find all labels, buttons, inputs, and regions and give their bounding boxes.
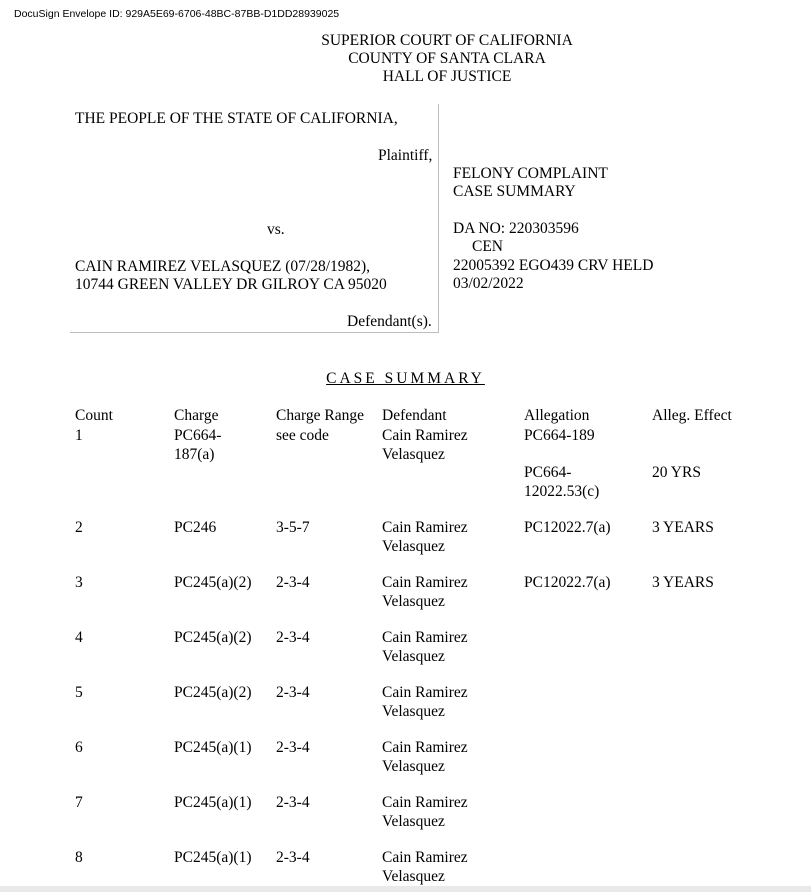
- charge-cell: [174, 518, 216, 537]
- page-bottom-edge: [0, 886, 811, 892]
- defendant-name: CAIN RAMIREZ VELASQUEZ (07/28/1982),: [75, 258, 371, 275]
- defendant-cell: [382, 848, 468, 886]
- defendant-cell-line: Cain Ramirez: [382, 519, 468, 536]
- defendant-cell-line: Velasquez: [382, 593, 445, 610]
- allegation-cell-line: PC12022.7(a): [524, 574, 611, 591]
- charge-cell-line: PC245(a)(1): [174, 849, 252, 866]
- defendant-cell-line: Cain Ramirez: [382, 794, 468, 811]
- count-cell: 7: [75, 794, 83, 811]
- charge-range-cell: 2-3-4: [276, 684, 310, 701]
- count-cell: 3: [75, 574, 83, 591]
- charge-cell: [174, 793, 252, 812]
- court-heading: [0, 32, 811, 86]
- charge-range-cell: 3-5-7: [276, 519, 310, 536]
- charge-cell: [174, 683, 252, 702]
- col-header-allegation: Allegation: [524, 407, 590, 424]
- defendant-cell-line: Velasquez: [382, 868, 445, 885]
- complaint-date: 03/02/2022: [453, 275, 524, 292]
- plaintiff-party: THE PEOPLE OF THE STATE OF CALIFORNIA,: [75, 110, 398, 127]
- count-cell: 5: [75, 684, 83, 701]
- defendant-cell-line: Cain Ramirez: [382, 739, 468, 756]
- charge-cell-line: PC245(a)(1): [174, 739, 252, 756]
- defendant-cell-line: Cain Ramirez: [382, 684, 468, 701]
- defendant-cell-line: Cain Ramirez: [382, 849, 468, 866]
- allegation-cell-line: PC12022.7(a): [524, 519, 611, 536]
- court-hall: HALL OF JUSTICE: [382, 68, 512, 85]
- count-cell: 8: [75, 849, 83, 866]
- case-summary-title: CASE SUMMARY: [326, 370, 485, 387]
- defendant-cell-line: Cain Ramirez: [382, 574, 468, 591]
- charge-cell: [174, 426, 221, 464]
- col-header-defendant: Defendant: [382, 407, 447, 424]
- alleg-effect-cell: 3 YEARS: [652, 574, 714, 591]
- charge-cell: [174, 628, 252, 647]
- defendant-address: 10744 GREEN VALLEY DR GILROY CA 95020: [75, 276, 387, 293]
- alleg-effect-cell: 20 YRS: [652, 464, 701, 481]
- allegation-cell: [524, 426, 595, 445]
- defendants-label: Defendant(s).: [347, 313, 432, 330]
- defendant-cell: [382, 518, 468, 556]
- defendant-cell-line: Velasquez: [382, 703, 445, 720]
- charge-cell-line: PC246: [174, 519, 217, 536]
- col-header-charge: Charge: [174, 407, 219, 424]
- defendant-cell-line: Cain Ramirez: [382, 427, 468, 444]
- charge-cell: [174, 573, 252, 592]
- defendant-cell: [382, 573, 468, 611]
- charge-range-cell: 2-3-4: [276, 629, 310, 646]
- defendant-cell-line: Cain Ramirez: [382, 629, 468, 646]
- complaint-subtitle: CASE SUMMARY: [453, 183, 576, 200]
- col-header-charge-range: Charge Range: [276, 407, 364, 424]
- charge-range-cell: 2-3-4: [276, 739, 310, 756]
- col-header-count: Count: [75, 407, 113, 424]
- defendant-cell: [382, 426, 468, 464]
- defendant-cell: [382, 738, 468, 776]
- court-name: SUPERIOR COURT OF CALIFORNIA: [321, 32, 573, 49]
- charge-cell: [174, 738, 252, 757]
- defendant-cell-line: Velasquez: [382, 813, 445, 830]
- defendant-cell-line: Velasquez: [382, 758, 445, 775]
- defendant-cell-line: Velasquez: [382, 648, 445, 665]
- defendant-cell: [382, 793, 468, 831]
- allegation-cell-line: PC664-: [524, 464, 572, 481]
- count-cell: 1: [75, 427, 83, 444]
- allegation-cell-line: 12022.53(c): [524, 483, 600, 500]
- versus-label: vs.: [267, 221, 285, 238]
- charge-range-cell: see code: [276, 427, 329, 444]
- charge-cell: [174, 848, 252, 867]
- da-number: DA NO: 220303596: [453, 220, 579, 237]
- complaint-title: FELONY COMPLAINT: [453, 165, 608, 182]
- allegation-cell: [524, 518, 611, 537]
- plaintiff-label: Plaintiff,: [378, 147, 433, 164]
- alleg-effect-cell: 3 YEARS: [652, 519, 714, 536]
- count-cell: 2: [75, 519, 83, 536]
- charge-range-cell: 2-3-4: [276, 574, 310, 591]
- defendant-cell-line: Velasquez: [382, 538, 445, 555]
- charge-cell-line: PC245(a)(2): [174, 574, 252, 591]
- docusign-envelope-id: DocuSign Envelope ID: 929A5E69-6706-48BC-87BB-D1DD28939025: [14, 8, 340, 20]
- charge-range-cell: 2-3-4: [276, 794, 310, 811]
- defendant-cell-line: Velasquez: [382, 446, 445, 463]
- allegation-cell: [524, 463, 599, 501]
- count-cell: 6: [75, 739, 83, 756]
- allegation-cell-line: PC664-189: [524, 427, 595, 444]
- defendant-cell: [382, 683, 468, 721]
- charge-range-cell: 2-3-4: [276, 849, 310, 866]
- count-cell: 4: [75, 629, 83, 646]
- charge-cell-line: PC245(a)(1): [174, 794, 252, 811]
- charge-cell-line: PC245(a)(2): [174, 629, 252, 646]
- cen-label: CEN: [472, 238, 503, 255]
- defendant-cell: [382, 628, 468, 666]
- charge-cell-line: PC664-: [174, 427, 222, 444]
- booking-info: 22005392 EGO439 CRV HELD: [453, 257, 654, 274]
- allegation-cell: [524, 573, 611, 592]
- charge-cell-line: PC245(a)(2): [174, 684, 252, 701]
- charge-cell-line: 187(a): [174, 446, 215, 463]
- court-county: COUNTY OF SANTA CLARA: [348, 50, 546, 67]
- case-caption-box: [70, 104, 439, 333]
- col-header-alleg-effect: Alleg. Effect: [652, 407, 732, 424]
